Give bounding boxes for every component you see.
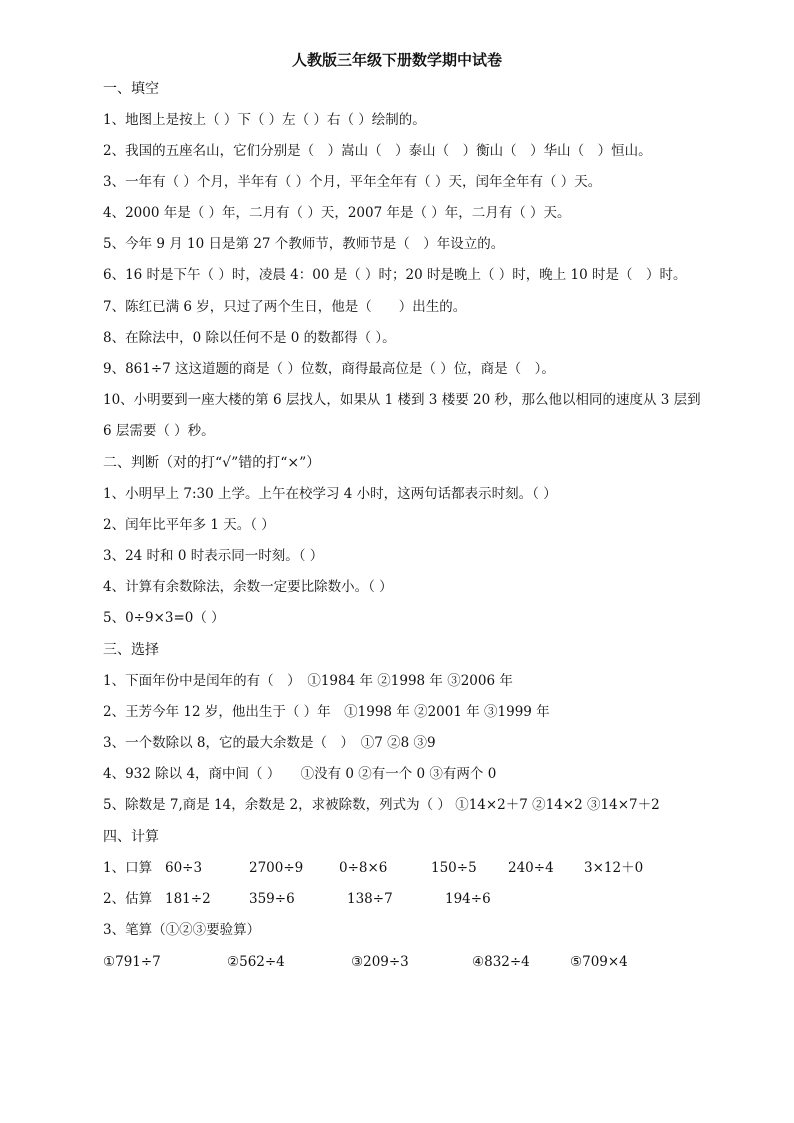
section-heading-calculation: 四、计算	[103, 829, 159, 845]
estimate-row	[103, 890, 703, 908]
question-line: 3、24 时和 0 时表示同一时刻。（ ）	[103, 548, 324, 564]
written-calc-label: 3、笔算（①②③要验算）	[103, 922, 261, 938]
calc-item: ⑤709×4	[570, 954, 628, 970]
question-line: 1、小明早上 7:30 上学。上午在校学习 4 小时，这两句话都表示时刻。（ ）	[103, 486, 557, 502]
calc-item: 194÷6	[445, 891, 491, 907]
question-line: 7、陈红已满 6 岁，只过了两个生日，他是（ ）出生的。	[103, 299, 467, 315]
calc-item: 138÷7	[347, 891, 393, 907]
question-line: 8、在除法中，0 除以任何不是 0 的数都得（ ）。	[103, 330, 396, 346]
question-line: 1、下面年份中是闰年的有（ ） ①1984 年 ②1998 年 ③2006 年	[103, 673, 513, 689]
section-heading-multiple-choice: 三、选择	[103, 642, 159, 658]
section-heading-fill-in: 一、填空	[103, 81, 159, 97]
question-line: 3、一年有（ ）个月，半年有（ ）个月，平年全年有（ ）天，闰年全年有（ ）天。	[103, 174, 602, 190]
question-line: 6、16 时是下午（ ）时，凌晨 4：00 是（ ）时；20 时是晚上（ ）时，晚上 10 时是（ ）时。	[103, 267, 687, 283]
question-line: 10、小明要到一座大楼的第 6 层找人，如果从 1 楼到 3 楼要 20 秒，那么他以相同的速度从 3 层到	[103, 392, 701, 408]
oral-calc-row	[103, 859, 703, 877]
question-line: 2、我国的五座名山，它们分别是（ ）嵩山（ ）泰山（ ）衡山（ ）华山（ ）恒山。	[103, 143, 652, 159]
calc-item: 240÷4	[508, 860, 554, 876]
question-line: 3、一个数除以 8，它的最大余数是（ ） ①7 ②8 ③9	[103, 735, 436, 751]
question-line: 2、闰年比平年多 1 天。（ ）	[103, 517, 275, 533]
written-calc-row	[103, 953, 703, 971]
calc-item: ①791÷7	[103, 954, 161, 970]
question-line: 4、2000 年是（ ）年，二月有（ ）天，2007 年是（ ）年，二月有（ ）天。	[103, 205, 571, 221]
row-label: 1、口算	[103, 860, 153, 876]
calc-item: 150÷5	[431, 860, 477, 876]
calc-item: ④832÷4	[472, 954, 530, 970]
calc-item: ②562÷4	[227, 954, 285, 970]
calc-item: ③209÷3	[351, 954, 409, 970]
question-line: 5、0÷9×3=0（ ）	[103, 610, 225, 626]
question-line: 4、计算有余数除法，余数一定要比除数小。（ ）	[103, 579, 393, 595]
calc-item: 0÷8×6	[339, 860, 388, 876]
calc-item: 181÷2	[165, 891, 211, 907]
question-line: 6 层需要（ ）秒。	[103, 423, 215, 439]
calc-item: 359÷6	[249, 891, 295, 907]
section-heading-true-false: 二、判断（对的打“√”错的打“×”）	[103, 455, 321, 471]
question-line: 5、除数是 7,商是 14，余数是 2，求被除数，列式为（ ） ①14×2＋7 ②14×2 ③14×7＋2	[103, 797, 660, 813]
row-label: 2、估算	[103, 891, 153, 907]
question-line: 2、王芳今年 12 岁，他出生于（ ）年 ①1998 年 ②2001 年 ③1999 年	[103, 704, 550, 720]
page-title: 人教版三年级下册数学期中试卷	[291, 51, 502, 69]
calc-item: 60÷3	[165, 860, 203, 876]
calc-item: 2700÷9	[249, 860, 304, 876]
question-line: 1、地图上是按上（ ）下（ ）左（ ）右（ ）绘制的。	[103, 112, 426, 128]
question-line: 4、932 除以 4，商中间（ ） ①没有 0 ②有一个 0 ③有两个 0	[103, 766, 497, 782]
question-line: 5、今年 9 月 10 日是第 27 个教师节，教师节是（ ）年设立的。	[103, 236, 505, 252]
calc-item: 3×12＋0	[584, 860, 644, 876]
question-line: 9、861÷7 这这道题的商是（ ）位数，商得最高位是（ ）位，商是（ ）。	[103, 361, 555, 377]
